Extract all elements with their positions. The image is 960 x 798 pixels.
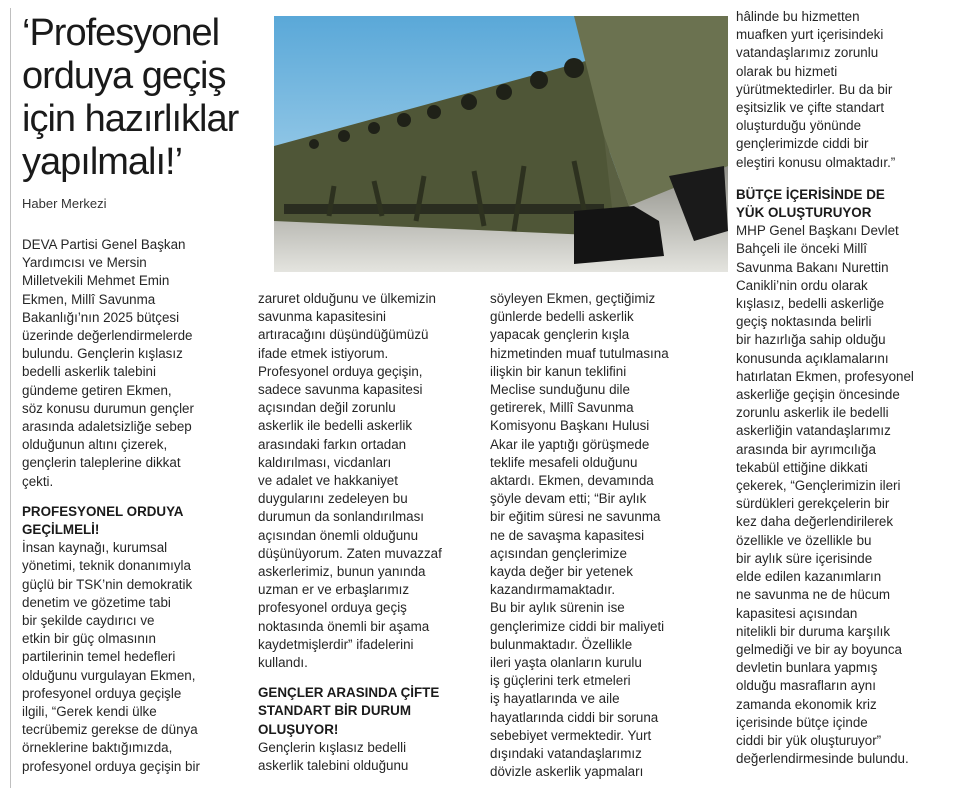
article-column-3 [490,290,722,781]
text-line: söz konusu durumun gençler [22,400,194,416]
text-line: bir aylık süre içerisinde [736,550,873,566]
text-line: üzerinde değerlendirmelerde [22,328,193,344]
subheading-line: STANDART BİR DURUM [258,703,411,719]
text-line: arasında bir ayrımcılığa [736,441,876,457]
text-line: aktardı. Ekmen, devamında [490,473,654,489]
text-line: devletin bunlara yapmış [736,660,878,676]
text-line: açısından önemli olduğunu [258,527,419,543]
text-line: partilerinin temel hedefleri [22,649,176,665]
subheading [736,186,946,222]
text-line: gençlerimizde ciddi bir [736,136,869,152]
text-line: olduğunun altını çizerek, [22,437,168,453]
text-line: oluşturduğu yönünde [736,118,862,134]
text-line: MHP Genel Başkanı Devlet [736,223,899,239]
text-line: teklife mesafeli olduğunu [490,454,638,470]
text-line: iş güçlerini terk etmeleri [490,673,631,689]
subheading [22,503,252,539]
text-line: bir hazırlığa sahip olduğu [736,332,886,348]
text-line: güçlü bir TSK’nin demokratik [22,576,193,592]
text-line: kazandırmamaktadır. [490,582,616,598]
text-line: profesyonel orduya geçişle [22,685,182,701]
text-line: değerlendirmesinde bulundu. [736,751,909,767]
text-line: dövizle askerlik yapmaları [490,764,644,780]
text-line: ciddi bir yük oluşturuyor” [736,732,882,748]
paragraph [736,222,946,768]
text-line: muafken yurt içerisindeki [736,27,884,43]
text-line: askerlik ile bedelli askerlik [258,418,413,434]
text-line: Gençlerin kışlasız bedelli [258,739,407,755]
headline-line: için hazırlıklar [22,98,239,140]
text-line: söyleyen Ekmen, geçtiğimiz [490,291,656,306]
text-line: hayatlarında ciddi bir soruna [490,709,659,725]
text-line: Komisyonu Başkanı Hulusi [490,418,650,434]
text-line: bedelli askerlik talebini [22,364,156,380]
text-line: tecrübemiz gerekse de dünya [22,722,198,738]
paragraph [490,290,722,781]
text-line: noktasında önemli bir aşama [258,618,430,634]
subheading-line: OLUŞUYOR! [258,721,339,737]
text-line: kapasitesi açısından [736,605,858,621]
text-line: şöyle devam etti; “Bir aylık [490,491,647,507]
text-line: arasında adaletsizliğe sebep [22,419,192,435]
text-line: bulunmaktadır. Özellikle [490,636,633,652]
text-line: Canikli’nin ordu olarak [736,277,868,293]
byline: Haber Merkezi [22,196,107,211]
article-column-4 [736,8,946,768]
text-line: Akar ile yaptığı görüşmede [490,436,650,452]
text-line: ileri yaşta olanların kurulu [490,655,642,671]
text-line: kullandı. [258,655,308,671]
text-line: hâlinde bu hizmetten [736,9,860,24]
paragraph [736,8,946,172]
text-line: eşitsizlik ve çifte standart [736,100,885,116]
text-line: çekerek, “Gençlerimizin ileri [736,478,901,494]
text-line: olduğunu vurgulayan Ekmen, [22,667,196,683]
text-line: kaydetmişlerdir” ifadelerini [258,636,414,652]
text-line: kayda değer bir yetenek [490,564,633,580]
text-line: ifade etmek istiyorum. [258,345,389,361]
text-line: olduğu masrafların aynı [736,678,876,694]
text-line: zamanda ekonomik kriz [736,696,877,712]
text-line: askerlik talebini olduğunu [258,758,409,774]
text-line: Profesyonel orduya geçişin, [258,363,423,379]
text-line: etkin bir güç olmasının [22,631,156,647]
text-line: bir eğitim süresi ne savunma [490,509,661,525]
text-line: zorunlu askerlik ile bedelli [736,405,889,421]
text-line: yönetimi, teknik donanımıyla [22,558,191,574]
photo-illustration [274,16,728,272]
text-line: gündeme getiren Ekmen, [22,382,172,398]
headline-line: yapılmalı!’ [22,141,183,183]
text-line: kışlasız, bedelli askerliğe [736,296,885,312]
paragraph [258,739,486,775]
text-line: İnsan kaynağı, kurumsal [22,540,168,556]
text-line: DEVA Partisi Genel Başkan [22,237,186,252]
text-line: tekabül ettiğine dikkati [736,459,868,475]
headline-line: ‘Profesyonel [22,12,220,54]
text-line: yapacak gençlerin kışla [490,327,630,343]
paragraph [22,539,252,776]
text-line: durumun da sonlandırılması [258,509,424,525]
subheading-line: GEÇİLMELİ! [22,522,100,538]
text-line: yürütmektedirler. Bu da bir [736,81,893,97]
text-line: Bu bir aylık sürenin ise [490,600,625,616]
text-line: gençlerimize ciddi bir maliyeti [490,618,665,634]
article-column-2 [258,290,486,775]
text-line: denetim ve gözetime tabi [22,594,171,610]
subheading [258,684,486,739]
text-line: ne savunma ne de hücum [736,587,891,603]
text-line: Ekmen, Millî Savunma [22,291,156,307]
text-line: Meclise sunduğunu dile [490,382,630,398]
text-line: profesyonel orduya geçişin bir [22,758,200,774]
text-line: sadece savunma kapasitesi [258,382,423,398]
text-line: nitelikli bir duruma karşılık [736,623,891,639]
text-line: iş hayatlarında ve aile [490,691,620,707]
text-line: profesyonel orduya geçiş [258,600,407,616]
text-line: örneklerine baktığımızda, [22,740,173,756]
paragraph [258,290,486,672]
text-line: Yardımcısı ve Mersin [22,255,147,271]
text-line: içerisinde bütçe içinde [736,714,868,730]
article-headline [22,12,262,184]
text-line: dışındaki vatandaşlarımız [490,746,642,762]
subheading-line: YÜK OLUŞTURUYOR [736,205,872,221]
text-line: vatandaşlarımız zorunlu [736,45,879,61]
text-line: çekti. [22,473,54,489]
text-line: hizmetinden muaf tutulmasına [490,345,669,361]
text-line: askerliğin vatandaşlarımız [736,423,891,439]
text-line: Savunma Bakanı Nurettin [736,259,889,275]
text-line: zaruret olduğunu ve ülkemizin [258,291,436,306]
text-line: sebebiyet vermektedir. Yurt [490,727,652,743]
text-line: Bahçeli ile önceki Millî [736,241,867,257]
text-line: ne de savaşma kapasitesi [490,527,645,543]
text-line: gençlerin taleplerine dikkat [22,455,181,471]
text-line: Bakanlığı’nın 2025 bütçesi [22,309,180,325]
text-line: kaldırılması, vicdanları [258,454,392,470]
subheading-line: BÜTÇE İÇERİSİNDE DE [736,186,885,202]
text-line: açısından gençlerimize [490,545,627,561]
text-line: askerlerimiz, bunun yanında [258,564,426,580]
text-line: ilgili, “Gerek kendi ülke [22,704,157,720]
text-line: geçiş noktasında belirli [736,314,872,330]
text-line: duygularını zedeleyen bu [258,491,408,507]
text-line: artıracağını düşündüğümüzü [258,327,429,343]
text-line: Milletvekili Mehmet Emin [22,273,170,289]
text-line: bir şekilde caydırıcı ve [22,613,155,629]
text-line: ilişkin bir kanun teklifini [490,363,627,379]
text-line: özellikle ve özellikle bu [736,532,872,548]
text-line: savunma kapasitesini [258,309,387,325]
text-line: ve adalet ve hakkaniyet [258,473,398,489]
column-rule [10,8,11,788]
paragraph [22,236,252,491]
text-line: elde edilen kazanımların [736,569,882,585]
text-line: arasındaki farkın ortadan [258,436,407,452]
text-line: sürdükleri gerekçelerin bir [736,496,890,512]
text-line: hatırlatan Ekmen, profesyonel [736,368,914,384]
text-line: askerliğe geçişin öncesinde [736,387,900,403]
article-column-1 [22,236,252,776]
text-line: düşünüyorum. Zaten muvazzaf [258,545,442,561]
text-line: günlerde bedelli askerlik [490,309,634,325]
text-line: uzman er ve erbaşlarımız [258,582,410,598]
text-line: gelmediği ve bir ay boyunca [736,641,902,657]
text-line: olarak bu hizmeti [736,63,838,79]
text-line: açısından değil zorunlu [258,400,396,416]
text-line: bulundu. Gençlerin kışlasız [22,346,183,362]
text-line: getirerek, Millî Savunma [490,400,634,416]
subheading-line: PROFESYONEL ORDUYA [22,503,184,519]
text-line: konusunda açıklamalarını [736,350,889,366]
text-line: eleştiri konusu olmaktadır.” [736,154,896,170]
subheading-line: GENÇLER ARASINDA ÇİFTE [258,685,440,701]
soldiers-marching-photo [274,16,728,272]
text-line: kez daha değerlendirilerek [736,514,894,530]
headline-line: orduya geçiş [22,55,226,97]
